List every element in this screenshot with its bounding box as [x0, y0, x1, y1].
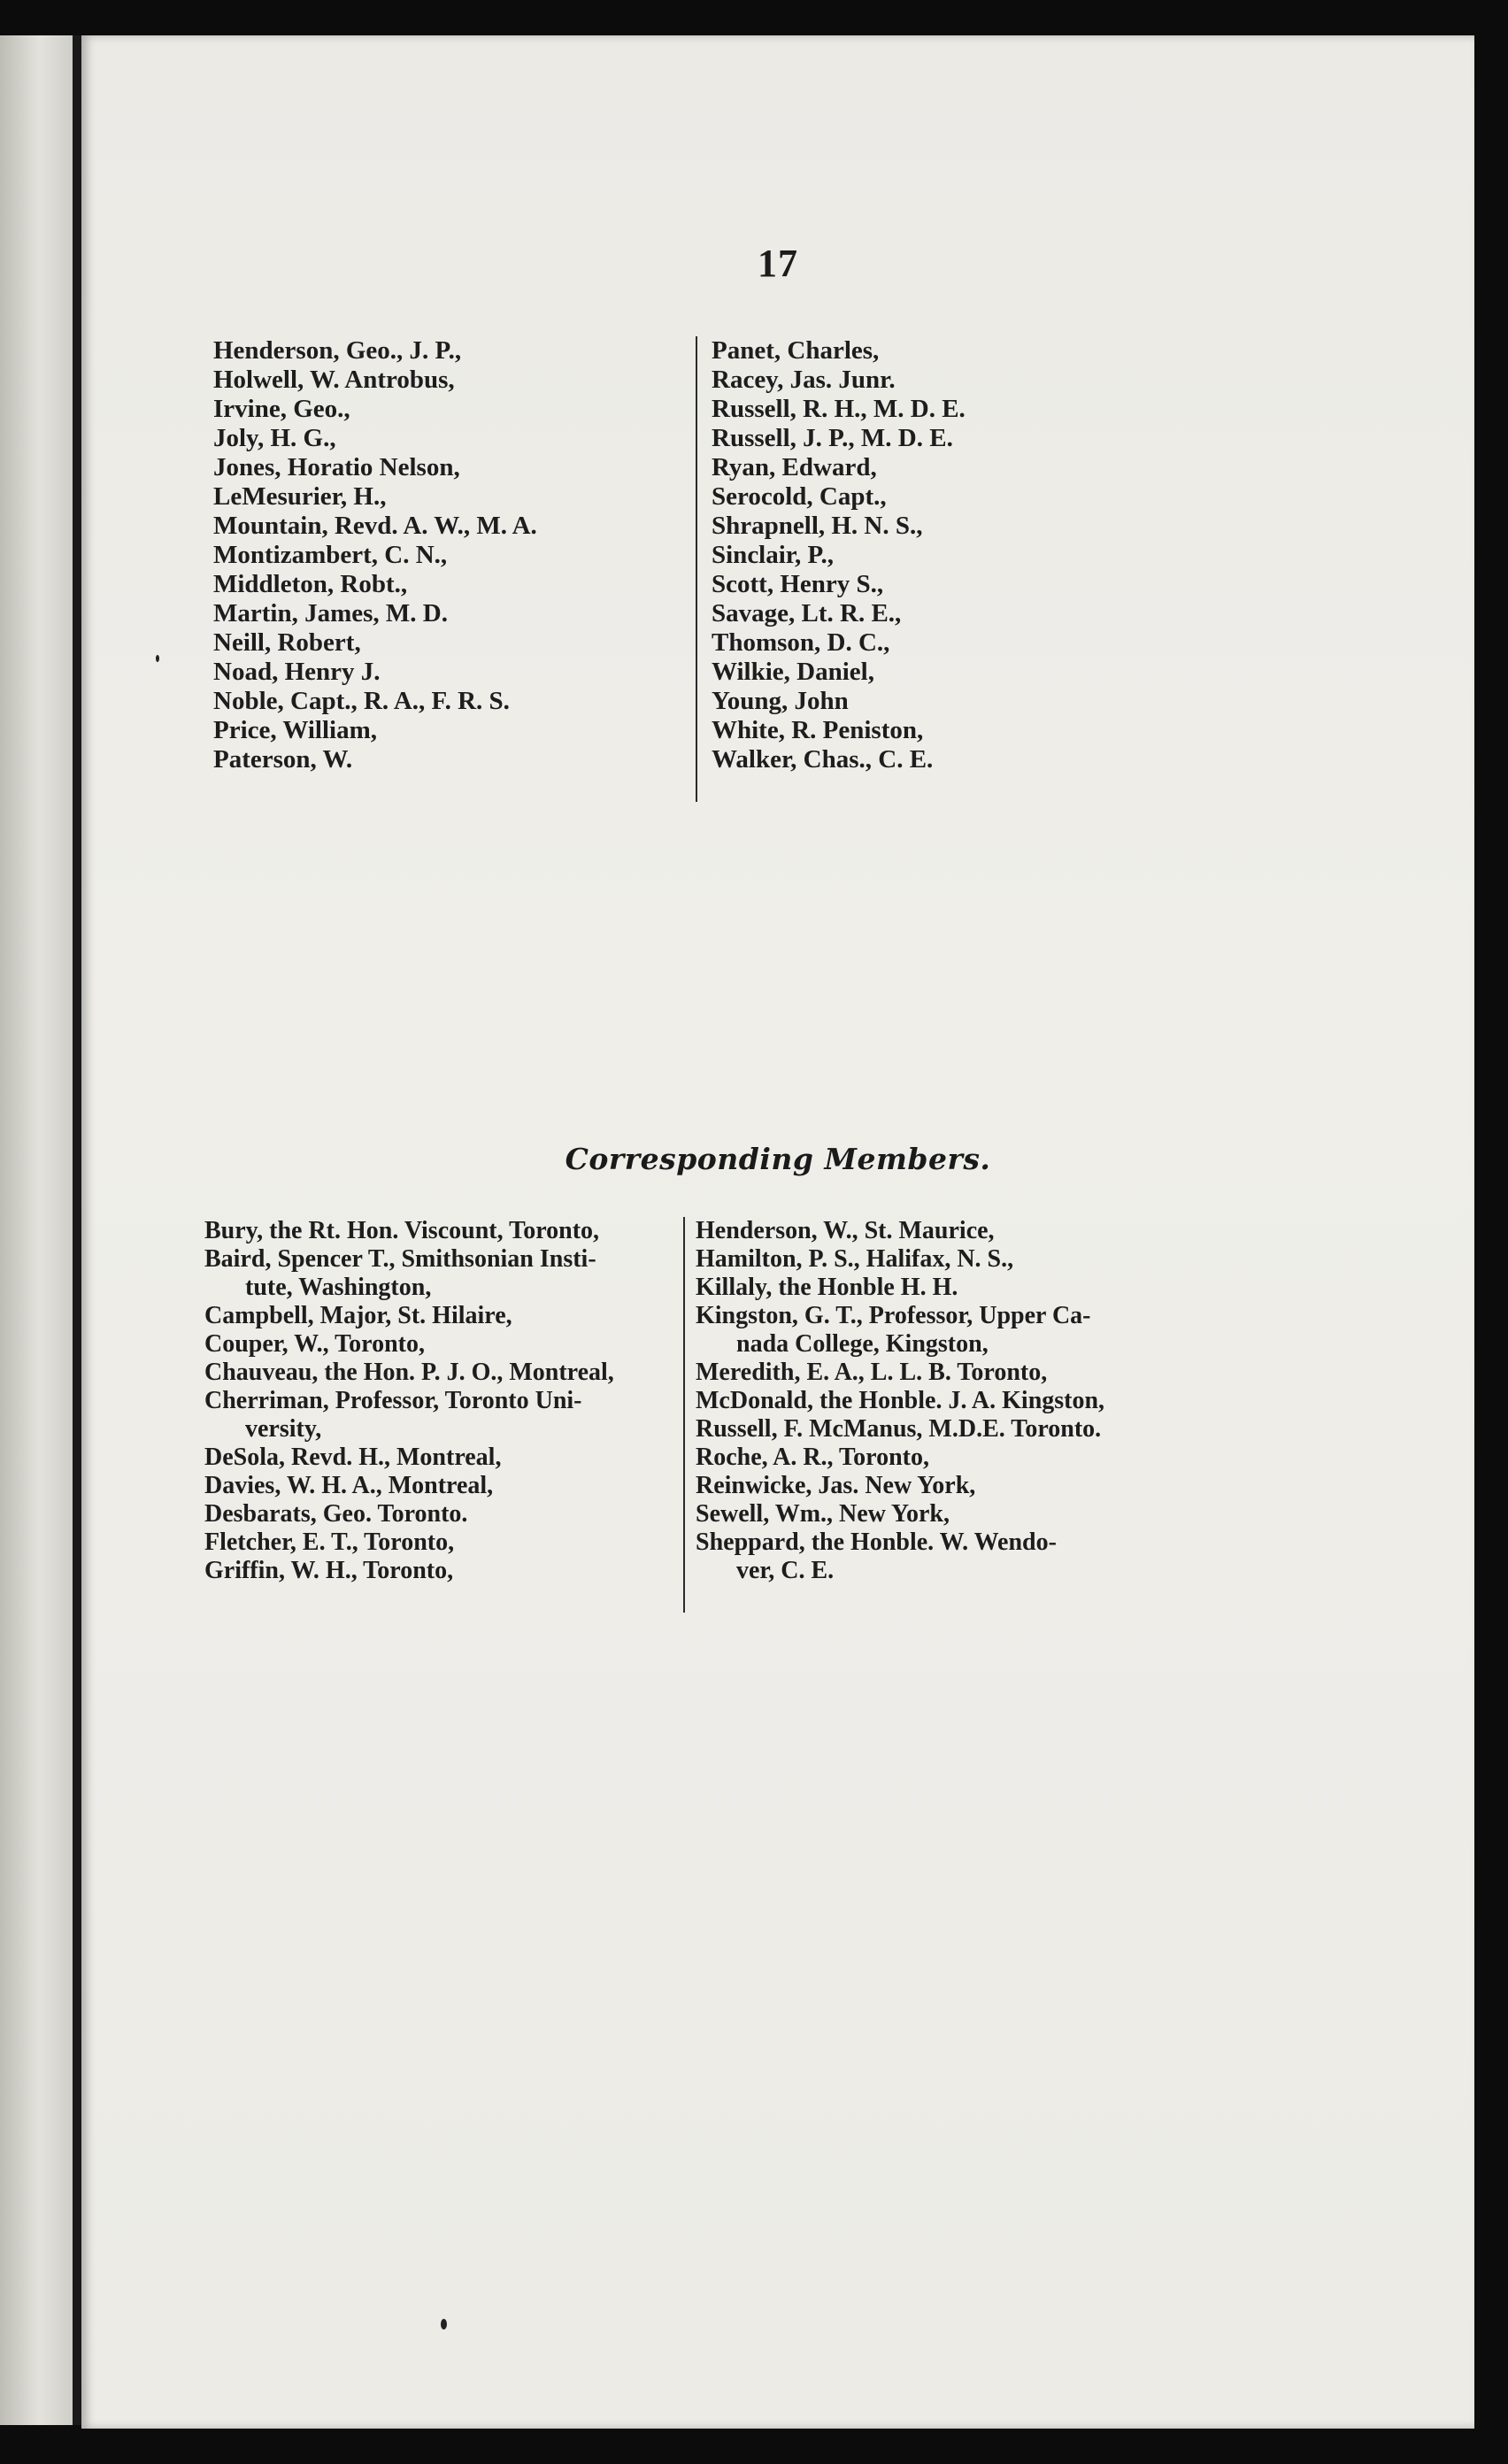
member-entry: Killaly, the Honble H. H.	[696, 1274, 958, 1301]
member-entry: versity,	[245, 1415, 322, 1443]
member-entry: Henderson, W., St. Maurice,	[696, 1217, 995, 1244]
member-entry: Russell, F. McManus, M.D.E. Toronto.	[696, 1415, 1102, 1443]
member-entry: Chauveau, the Hon. P. J. O., Montreal,	[204, 1359, 614, 1386]
gutter-shadow	[73, 35, 81, 2425]
member-entry: Mountain, Revd. A. W., M. A.	[213, 512, 537, 540]
member-entry: Meredith, E. A., L. L. B. Toronto,	[696, 1359, 1048, 1386]
member-entry: Panet, Charles,	[712, 336, 880, 365]
member-entry: Desbarats, Geo. Toronto.	[204, 1500, 468, 1528]
member-entry: Young, John	[712, 687, 849, 715]
resident-members-right-column	[712, 336, 966, 774]
resident-members-left-column	[213, 336, 537, 774]
corresponding-members-right-column	[696, 1217, 1104, 1585]
member-entry: Bury, the Rt. Hon. Viscount, Toronto,	[204, 1217, 600, 1244]
member-entry: White, R. Peniston,	[712, 716, 924, 744]
column-rule	[683, 1217, 685, 1613]
member-entry: tute, Washington,	[245, 1274, 432, 1301]
member-entry: Reinwicke, Jas. New York,	[696, 1472, 976, 1499]
member-entry: Roche, A. R., Toronto,	[696, 1444, 929, 1471]
member-entry: Holwell, W. Antrobus,	[213, 366, 455, 394]
member-entry: Paterson, W.	[213, 745, 353, 774]
previous-page-edge	[0, 35, 73, 2425]
member-entry: Russell, R. H., M. D. E.	[712, 395, 966, 423]
member-entry: Wilkie, Daniel,	[712, 658, 874, 686]
member-entry: Middleton, Robt.,	[213, 570, 408, 598]
member-entry: ver, C. E.	[736, 1557, 835, 1584]
member-entry: Scott, Henry S.,	[712, 570, 884, 598]
member-entry: Baird, Spencer T., Smithsonian Insti-	[204, 1245, 596, 1273]
page-number: 17	[758, 242, 798, 285]
member-entry: Shrapnell, H. N. S.,	[712, 512, 923, 540]
member-entry: Savage, Lt. R. E.,	[712, 599, 902, 628]
member-entry: Cherriman, Professor, Toronto Uni-	[204, 1387, 582, 1414]
member-entry: Russell, J. P., M. D. E.	[712, 424, 953, 452]
column-rule	[696, 336, 697, 802]
member-entry: Griffin, W. H., Toronto,	[204, 1557, 454, 1584]
member-entry: McDonald, the Honble. J. A. Kingston,	[696, 1387, 1105, 1414]
member-entry: Martin, James, M. D.	[213, 599, 448, 628]
member-entry: Sewell, Wm., New York,	[696, 1500, 950, 1528]
ink-speck	[156, 655, 159, 662]
member-entry: Racey, Jas. Junr.	[712, 366, 896, 394]
member-entry: Davies, W. H. A., Montreal,	[204, 1472, 494, 1499]
member-entry: Thomson, D. C.,	[712, 628, 890, 657]
member-entry: Price, William,	[213, 716, 377, 744]
member-entry: Irvine, Geo.,	[213, 395, 350, 423]
member-entry: Sheppard, the Honble. W. Wendo-	[696, 1528, 1057, 1556]
book-page	[81, 35, 1474, 2429]
member-entry: Montizambert, C. N.,	[213, 541, 448, 569]
member-entry: Couper, W., Toronto,	[204, 1330, 425, 1358]
member-entry: Neill, Robert,	[213, 628, 361, 657]
member-entry: Kingston, G. T., Professor, Upper Ca-	[696, 1302, 1091, 1329]
member-entry: Serocold, Capt.,	[712, 482, 887, 511]
member-entry: Noble, Capt., R. A., F. R. S.	[213, 687, 510, 715]
member-entry: LeMesurier, H.,	[213, 482, 387, 511]
member-entry: Fletcher, E. T., Toronto,	[204, 1528, 455, 1556]
member-entry: Henderson, Geo., J. P.,	[213, 336, 462, 365]
corresponding-members-heading: Corresponding Members.	[565, 1142, 991, 1176]
member-entry: Noad, Henry J.	[213, 658, 381, 686]
member-entry: nada College, Kingston,	[736, 1330, 989, 1358]
member-entry: Joly, H. G.,	[213, 424, 336, 452]
member-entry: Campbell, Major, St. Hilaire,	[204, 1302, 512, 1329]
member-entry: Hamilton, P. S., Halifax, N. S.,	[696, 1245, 1014, 1273]
corresponding-members-left-column	[204, 1217, 614, 1585]
member-entry: Walker, Chas., C. E.	[712, 745, 934, 774]
member-entry: Sinclair, P.,	[712, 541, 835, 569]
ink-speck	[441, 2319, 447, 2329]
member-entry: DeSola, Revd. H., Montreal,	[204, 1444, 502, 1471]
member-entry: Ryan, Edward,	[712, 453, 877, 481]
member-entry: Jones, Horatio Nelson,	[213, 453, 460, 481]
